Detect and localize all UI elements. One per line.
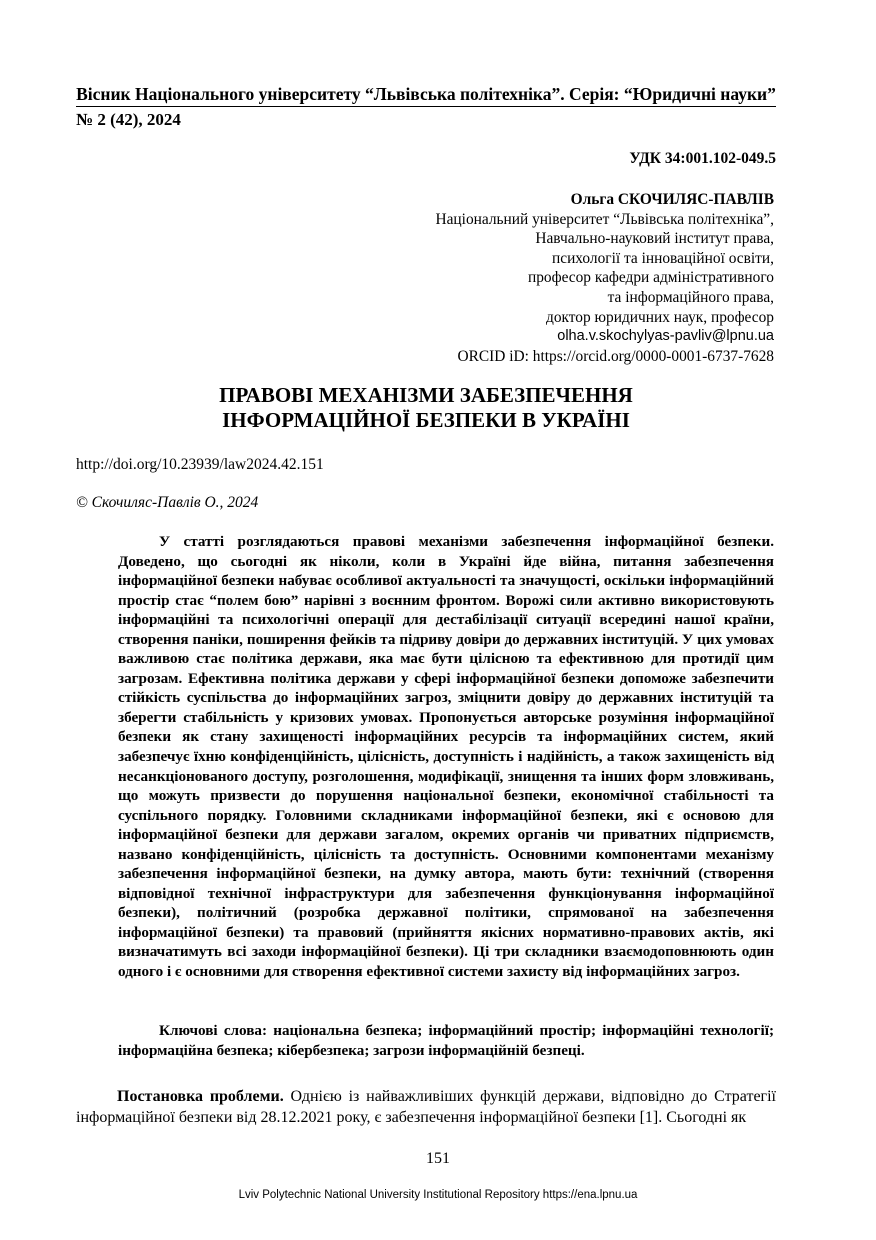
copyright-notice: © Скочиляс-Павлів О., 2024 bbox=[76, 494, 259, 511]
author-orcid[interactable]: ORCID iD: https://orcid.org/0000-0001-6737-7628 bbox=[457, 347, 774, 365]
article-title-line: ПРАВОВІ МЕХАНІЗМИ ЗАБЕЗПЕЧЕННЯ bbox=[219, 383, 633, 407]
body-paragraph bbox=[76, 1087, 776, 1128]
section-lead: Постановка проблеми. bbox=[117, 1088, 284, 1105]
header-divider bbox=[76, 106, 776, 107]
affiliation-line: психології та інноваційної освіти, bbox=[552, 249, 774, 267]
author-block bbox=[435, 190, 774, 366]
journal-title: Вісник Національного університету “Львівська політехніка”. Серія: “Юридичні науки” bbox=[76, 84, 776, 104]
doi-link[interactable]: http://doi.org/10.23939/law2024.42.151 bbox=[76, 456, 324, 473]
author-email[interactable]: olha.v.skochylyas-pavliv@lpnu.ua bbox=[557, 328, 774, 345]
udc-code: УДК 34:001.102-049.5 bbox=[629, 150, 776, 167]
affiliation-line: професор кафедри адміністративного bbox=[527, 269, 774, 287]
repository-footer: Lviv Polytechnic National University Institutional Repository https://ena.lpnu.ua bbox=[238, 1189, 638, 1201]
abstract: У статті розглядаються правові механізми забезпечення інформаційної безпеки. Доведено, що сьогодні як ніколи, коли в Україні йде війна, питання забезпечення інформаційної безпеки набуває особливої актуальності та значущості, оскільки інформаційний простір стає “полем бою” нарівні з воєнним фронтом. Ворожі сили активно використовують інформаційні та психологічні операції для дестабілізації ситуації всередині нашої країни, створення паніки, поширення фейків та підриву довіри до державних інституцій. У цих умовах важливою стає політика держави, яка має бути цілісною та ефективною для протидії цим загрозам. Ефективна політика держави у сфері інформаційної безпеки допоможе забезпечити стійкість суспільства до інформаційних загроз, зміцнити довіру до державних інституцій та зберегти стабільність у кризових умовах. Пропонується авторське розуміння інформаційної безпеки як стану захищеності інформаційних ресурсів та інформаційних систем, який забезпечує їхню конфіденційність, цілісність, доступність і надійність, а також захищеність від несанкціонованого доступу, розголошення, модифікації, знищення та інших форм зловживань, що можуть призвести до порушення національної безпеки, економічної стабільності та суспільного порядку. Головними складниками інформаційної безпеки, які є основою для інформаційної безпеки для держави загалом, окремих органів чи приватних підприємств, названо конфіденційність, цілісність та доступність. Основними компонентами механізму забезпечення інформаційної безпеки, на думку автора, мають бути: технічний (створення відповідної технічної інфраструктури для забезпечення функціонування інформаційної безпеки), політичний (розробка державної політики, спрямованої на забезпечення інформаційної безпеки) та правовий (прийняття якісних нормативно-правових актів, які визначатимуть всі заходи інформаційної безпеки). Ці три складники взаємодоповнюють один одного і є основними для створення ефективної системи захисту від інформаційних загроз. bbox=[118, 533, 774, 981]
affiliation-line: доктор юридичних наук, професор bbox=[545, 308, 774, 326]
affiliation-line: Навчально-науковий інститут права, bbox=[535, 230, 774, 248]
keywords: Ключові слова: національна безпека; інформаційний простір; інформаційні технології; інформаційна безпека; кібербезпека; загрози інформаційній безпеці. bbox=[118, 1022, 774, 1059]
article-title bbox=[76, 383, 776, 433]
issue-number: № 2 (42), 2024 bbox=[76, 110, 181, 129]
author-name: Ольга СКОЧИЛЯС-ПАВЛІВ bbox=[570, 191, 774, 208]
page-number: 151 bbox=[426, 1150, 450, 1167]
affiliation-line: та інформаційного права, bbox=[607, 288, 774, 306]
article-title-line: ІНФОРМАЦІЙНОЇ БЕЗПЕКИ В УКРАЇНІ bbox=[222, 408, 630, 432]
body-text: Однією із найважливіших функцій держави, відповідно до Стратегії інформаційної безпеки від 28.12.2021 року, є забезпечення інформаційної безпеки [1]. Сьогодні як bbox=[76, 1088, 776, 1126]
affiliation-line: Національний університет “Львівська політехніка”, bbox=[435, 210, 774, 228]
